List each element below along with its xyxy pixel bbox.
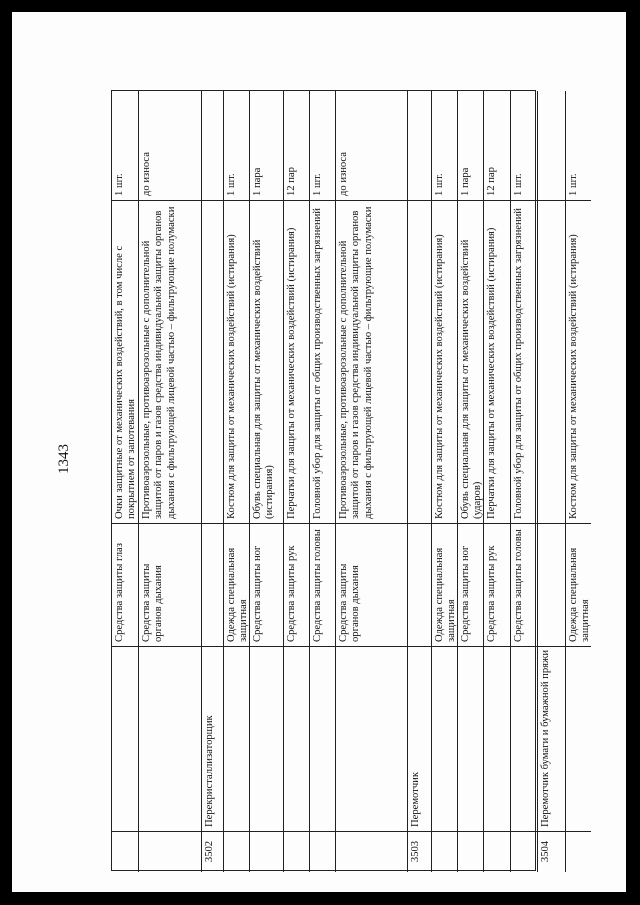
- issue-norm-cell: 12 пар: [284, 91, 309, 201]
- issue-norm-cell: 1 пара: [250, 91, 283, 201]
- ppe-category-cell: Средства защиты рук: [284, 524, 309, 647]
- row-number-cell: [484, 832, 510, 872]
- ppe-category-cell: Одежда специальная защитная: [566, 524, 591, 647]
- ppe-item-cell: [202, 201, 223, 524]
- row-number-cell: [511, 832, 537, 872]
- table-row: [457, 91, 483, 872]
- profession-name-cell: [458, 647, 483, 832]
- table-row: [335, 91, 407, 872]
- ppe-category-cell: [408, 524, 431, 647]
- row-number-cell: [224, 832, 249, 872]
- ppe-item-cell: Костюм для защиты от механических воздействий (истирания): [566, 201, 591, 524]
- issue-norm-cell: 1 шт.: [224, 91, 249, 201]
- table-row: [483, 91, 510, 872]
- row-number-cell: 3503: [410, 840, 421, 863]
- ppe-item-cell: Костюм для защиты от механических воздействий (истирания): [432, 201, 457, 524]
- ppe-item-cell: [408, 201, 431, 524]
- ppe-category-cell: [202, 524, 223, 647]
- profession-name-cell: Перемотчик: [408, 647, 431, 832]
- row-number-cell: [112, 832, 138, 872]
- row-number-cell: [310, 832, 335, 872]
- table-row: [407, 91, 431, 872]
- ppe-category-cell: Средства защиты ног: [250, 524, 283, 647]
- row-number-cell: [432, 832, 457, 872]
- table-row: [309, 91, 335, 872]
- ppe-item-cell: Перчатки для защиты от механических воздействий (истирания): [484, 201, 510, 524]
- row-number-cell: [139, 832, 201, 872]
- issue-norm-cell: 1 шт.: [566, 91, 591, 201]
- issue-norm-cell: до износа: [139, 91, 201, 201]
- ppe-category-cell: Средства защиты глаз: [112, 524, 138, 647]
- issue-norm-cell: [408, 91, 431, 201]
- issue-norm-cell: до износа: [336, 91, 407, 201]
- profession-name-cell: [566, 647, 591, 832]
- ppe-item-cell: Перчатки для защиты от механических воздействий (истирания): [284, 201, 309, 524]
- issue-norm-cell: 1 шт.: [112, 91, 138, 201]
- ppe-category-cell: Одежда специальная защитная: [224, 524, 249, 647]
- ppe-category-cell: Средства защиты ног: [458, 524, 483, 647]
- profession-name-cell: [336, 647, 407, 832]
- issue-norm-cell: [538, 91, 565, 201]
- profession-name-cell: [112, 647, 138, 832]
- ppe-item-cell: Костюм для защиты от механических воздействий (истирания): [224, 201, 249, 524]
- issue-norm-cell: 12 пар: [484, 91, 510, 201]
- ppe-item-cell: Обувь специальная для защиты от механических воздействий (ударов): [458, 201, 483, 524]
- profession-name-cell: Перемотчик бумаги и бумажной пряжи: [538, 647, 565, 832]
- ppe-item-cell: Противоаэрозольные, противоаэрозольные с дополнительной защитой от паров и газов средства индивидуальной защиты органов дыхания с фильтрующей лицевой частью – фильтрующие полумаски: [336, 201, 407, 524]
- profession-name-cell: [250, 647, 283, 832]
- table-row: [565, 91, 591, 872]
- issue-norm-cell: [202, 91, 223, 201]
- table-row: [510, 91, 537, 872]
- profession-name-cell: [139, 647, 201, 832]
- ppe-category-cell: [538, 524, 565, 647]
- table-row: [223, 91, 249, 872]
- issue-norm-cell: 1 шт.: [511, 91, 537, 201]
- table-body: [112, 91, 591, 872]
- table-row: [249, 91, 283, 872]
- row-number-cell: 3502: [204, 840, 215, 863]
- issue-norm-cell: 1 шт.: [310, 91, 335, 201]
- ppe-category-cell: Средства защиты головы: [310, 524, 335, 647]
- row-number-cell: [250, 832, 283, 872]
- row-number-cell: 3504: [540, 840, 551, 863]
- ppe-item-cell: Головной убор для защиты от общих производственных загрязнений: [511, 201, 537, 524]
- ppe-item-cell: Обувь специальная для защиты от механических воздействий (истирания): [250, 201, 283, 524]
- row-number-cell: [336, 832, 407, 872]
- table-row: [431, 91, 457, 872]
- table-row: [138, 91, 201, 872]
- ppe-category-cell: Средства защиты органов дыхания: [336, 524, 407, 647]
- row-number-cell: [566, 832, 591, 872]
- ppe-category-cell: Средства защиты органов дыхания: [139, 524, 201, 647]
- profession-name-cell: [310, 647, 335, 832]
- profession-name-cell: [432, 647, 457, 832]
- profession-name-cell: [511, 647, 537, 832]
- profession-name-cell: [284, 647, 309, 832]
- row-number-cell: [284, 832, 309, 872]
- ppe-item-cell: [538, 201, 565, 524]
- table-row: [537, 91, 565, 872]
- row-number-cell: [458, 832, 483, 872]
- ppe-category-cell: Одежда специальная защитная: [432, 524, 457, 647]
- profession-name-cell: Перекристаллизаторщик: [202, 647, 223, 832]
- table-row: [283, 91, 309, 872]
- ppe-item-cell: Очки защитные от механических воздействий, в том числе с покрытием от запотевания: [112, 201, 138, 524]
- table-row: [201, 91, 223, 872]
- document-page: [12, 12, 626, 892]
- profession-name-cell: [224, 647, 249, 832]
- issue-norm-cell: 1 пара: [458, 91, 483, 201]
- issue-norm-cell: 1 шт.: [432, 91, 457, 201]
- ppe-item-cell: Противоаэрозольные, противоаэрозольные с дополнительной защитой от паров и газов средства индивидуальной защиты органов дыхания с фильтрующей лицевой частью – фильтрующие полумаски: [139, 201, 201, 524]
- ppe-item-cell: Головной убор для защиты от общих производственных загрязнений: [310, 201, 335, 524]
- ppe-category-cell: Средства защиты головы: [511, 524, 537, 647]
- page-number: 1343: [56, 444, 72, 474]
- table-row: [112, 91, 138, 872]
- ppe-category-cell: Средства защиты рук: [484, 524, 510, 647]
- ppe-norms-table: [111, 90, 591, 871]
- profession-name-cell: [484, 647, 510, 832]
